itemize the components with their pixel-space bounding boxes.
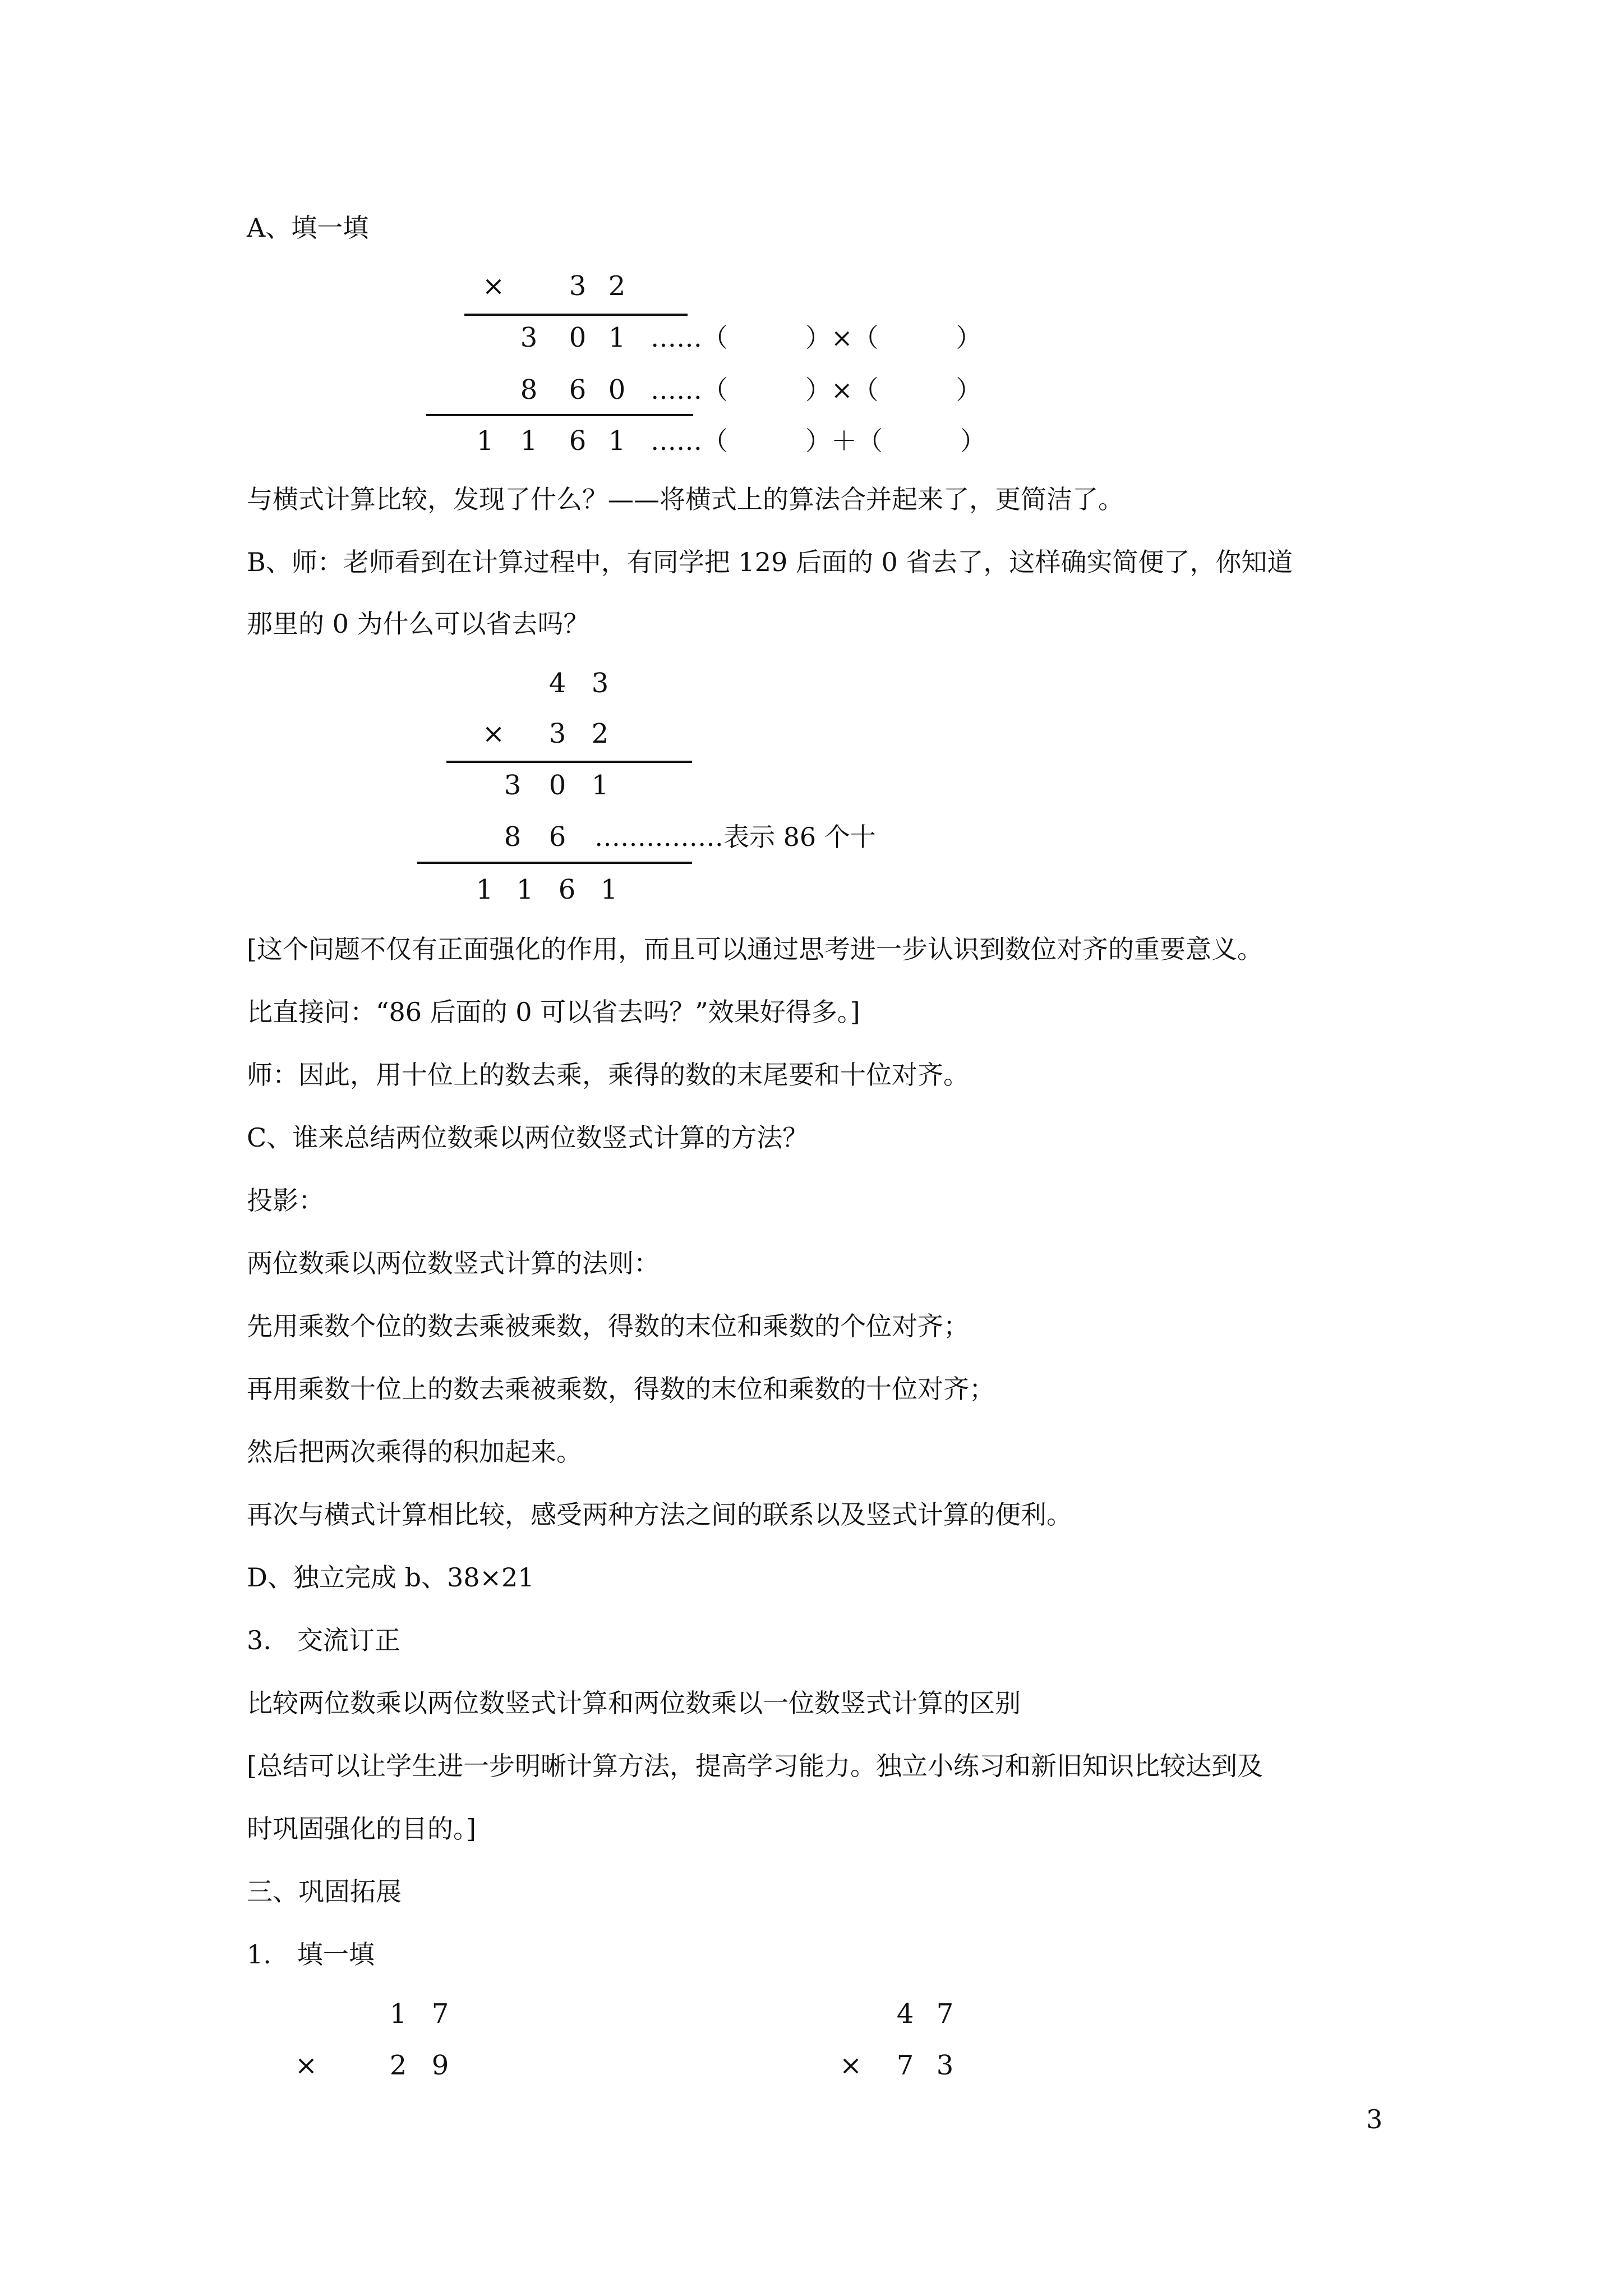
calc-rule (446, 761, 692, 763)
multiply-sign: × (839, 2050, 863, 2081)
product-digit: 1 (476, 874, 494, 905)
multiplicand-digit: 4 (548, 668, 566, 699)
blank-note: ……（ ）×（ ） (651, 323, 982, 353)
section-b-comment-1: [这个问题不仅有正面强化的作用，而且可以通过思考进一步认识到数位对齐的重要意义。 (247, 934, 1263, 964)
multiplicand-digit: 1 (389, 1998, 407, 2030)
rule-step-1: 先用乘数个位的数去乘被乘数，得数的末位和乘数的个位对齐； (247, 1311, 969, 1341)
multiplier-digit: 2 (591, 718, 609, 749)
part-3-title: 三、巩固拓展 (247, 1876, 402, 1907)
multiply-sign: × (482, 718, 505, 749)
partial-product-digit: 6 (569, 374, 587, 406)
partial-product-digit: 6 (548, 821, 566, 853)
multiplier-digit: 3 (548, 718, 566, 749)
multiplier-digit: 2 (389, 2050, 407, 2081)
multiplier-digit: 2 (608, 270, 626, 302)
multiplicand-digit: 3 (591, 668, 609, 699)
section-d-task: D、独立完成 b、38×21 (247, 1562, 534, 1593)
multiplicand-digit: 7 (431, 1998, 449, 2030)
multiplicand-digit: 7 (936, 1998, 954, 2030)
blank-note: ……（ ）×（ ） (651, 375, 982, 405)
multiplier-digit: 3 (936, 2050, 954, 2081)
product-digit: 1 (476, 425, 494, 457)
product-digit: 1 (520, 425, 538, 457)
rule-title: 两位数乘以两位数竖式计算的法则： (247, 1248, 660, 1278)
section-a-title: A、填一填 (247, 213, 369, 243)
section-c-title: C、谁来总结两位数乘以两位数竖式计算的方法？ (247, 1122, 809, 1153)
blank-note: ……（ ）＋（ ） (651, 426, 986, 456)
partial-product-digit: 0 (548, 770, 566, 801)
product-digit: 1 (608, 425, 626, 457)
product-digit: 1 (516, 874, 534, 905)
partial-product-digit: 3 (504, 770, 522, 801)
calc-rule (464, 314, 688, 316)
section-b-teacher-line: 师：因此，用十位上的数去乘，乘得的数的末尾要和十位对齐。 (247, 1060, 969, 1090)
place-value-note: ……………表示 86 个十 (594, 822, 876, 852)
multiply-sign: × (482, 270, 505, 302)
partial-product-digit: 1 (591, 770, 609, 801)
section-c-compare: 再次与横式计算相比较，感受两种方法之间的联系以及竖式计算的便利。 (247, 1499, 1072, 1530)
section-a-finding: 与横式计算比较，发现了什么？——将横式上的算法合并起来了，更简洁了。 (247, 484, 1124, 514)
rule-step-2: 再用乘数十位上的数去乘被乘数，得数的末位和乘数的十位对齐； (247, 1374, 995, 1404)
multiply-sign: × (294, 2050, 318, 2081)
multiplicand-digit: 4 (896, 1998, 914, 2030)
partial-product-digit: 0 (608, 374, 626, 406)
section-b-comment-2: 比直接问：“86 后面的 0 可以省去吗？”效果好得多。] (247, 997, 860, 1027)
section-b-line-2: 那里的 0 为什么可以省去吗？ (247, 609, 589, 639)
partial-product-digit: 1 (608, 322, 626, 353)
projection-label: 投影： (247, 1185, 324, 1216)
step-3-comment-1: [总结可以让学生进一步明晰计算方法，提高学习能力。独立小练习和新旧知识比较达到及 (247, 1751, 1263, 1781)
partial-product-digit: 3 (520, 322, 538, 353)
step-3-comment-2: 时巩固强化的目的。] (247, 1814, 476, 1844)
multiplier-digit: 3 (569, 270, 587, 302)
step-3-text: 比较两位数乘以两位数竖式计算和两位数乘以一位数竖式计算的区别 (247, 1688, 1021, 1718)
section-b-line-1: B、师：老师看到在计算过程中，有同学把 129 后面的 0 省去了，这样确实简便了，你知道 (247, 547, 1293, 577)
partial-product-digit: 8 (504, 821, 522, 853)
multiplier-digit: 9 (431, 2050, 449, 2081)
multiplier-digit: 7 (896, 2050, 914, 2081)
page-number: 3 (1366, 2104, 1383, 2134)
calc-rule (426, 414, 693, 416)
calc-rule (417, 862, 692, 864)
partial-product-digit: 8 (520, 374, 538, 406)
product-digit: 6 (569, 425, 587, 457)
product-digit: 1 (600, 874, 618, 905)
product-digit: 6 (558, 874, 576, 905)
step-3-title: 3. 交流订正 (247, 1625, 400, 1655)
part-3-item-1: 1. 填一填 (247, 1939, 375, 1970)
rule-step-3: 然后把两次乘得的积加起来。 (247, 1437, 582, 1467)
partial-product-digit: 0 (569, 322, 587, 353)
